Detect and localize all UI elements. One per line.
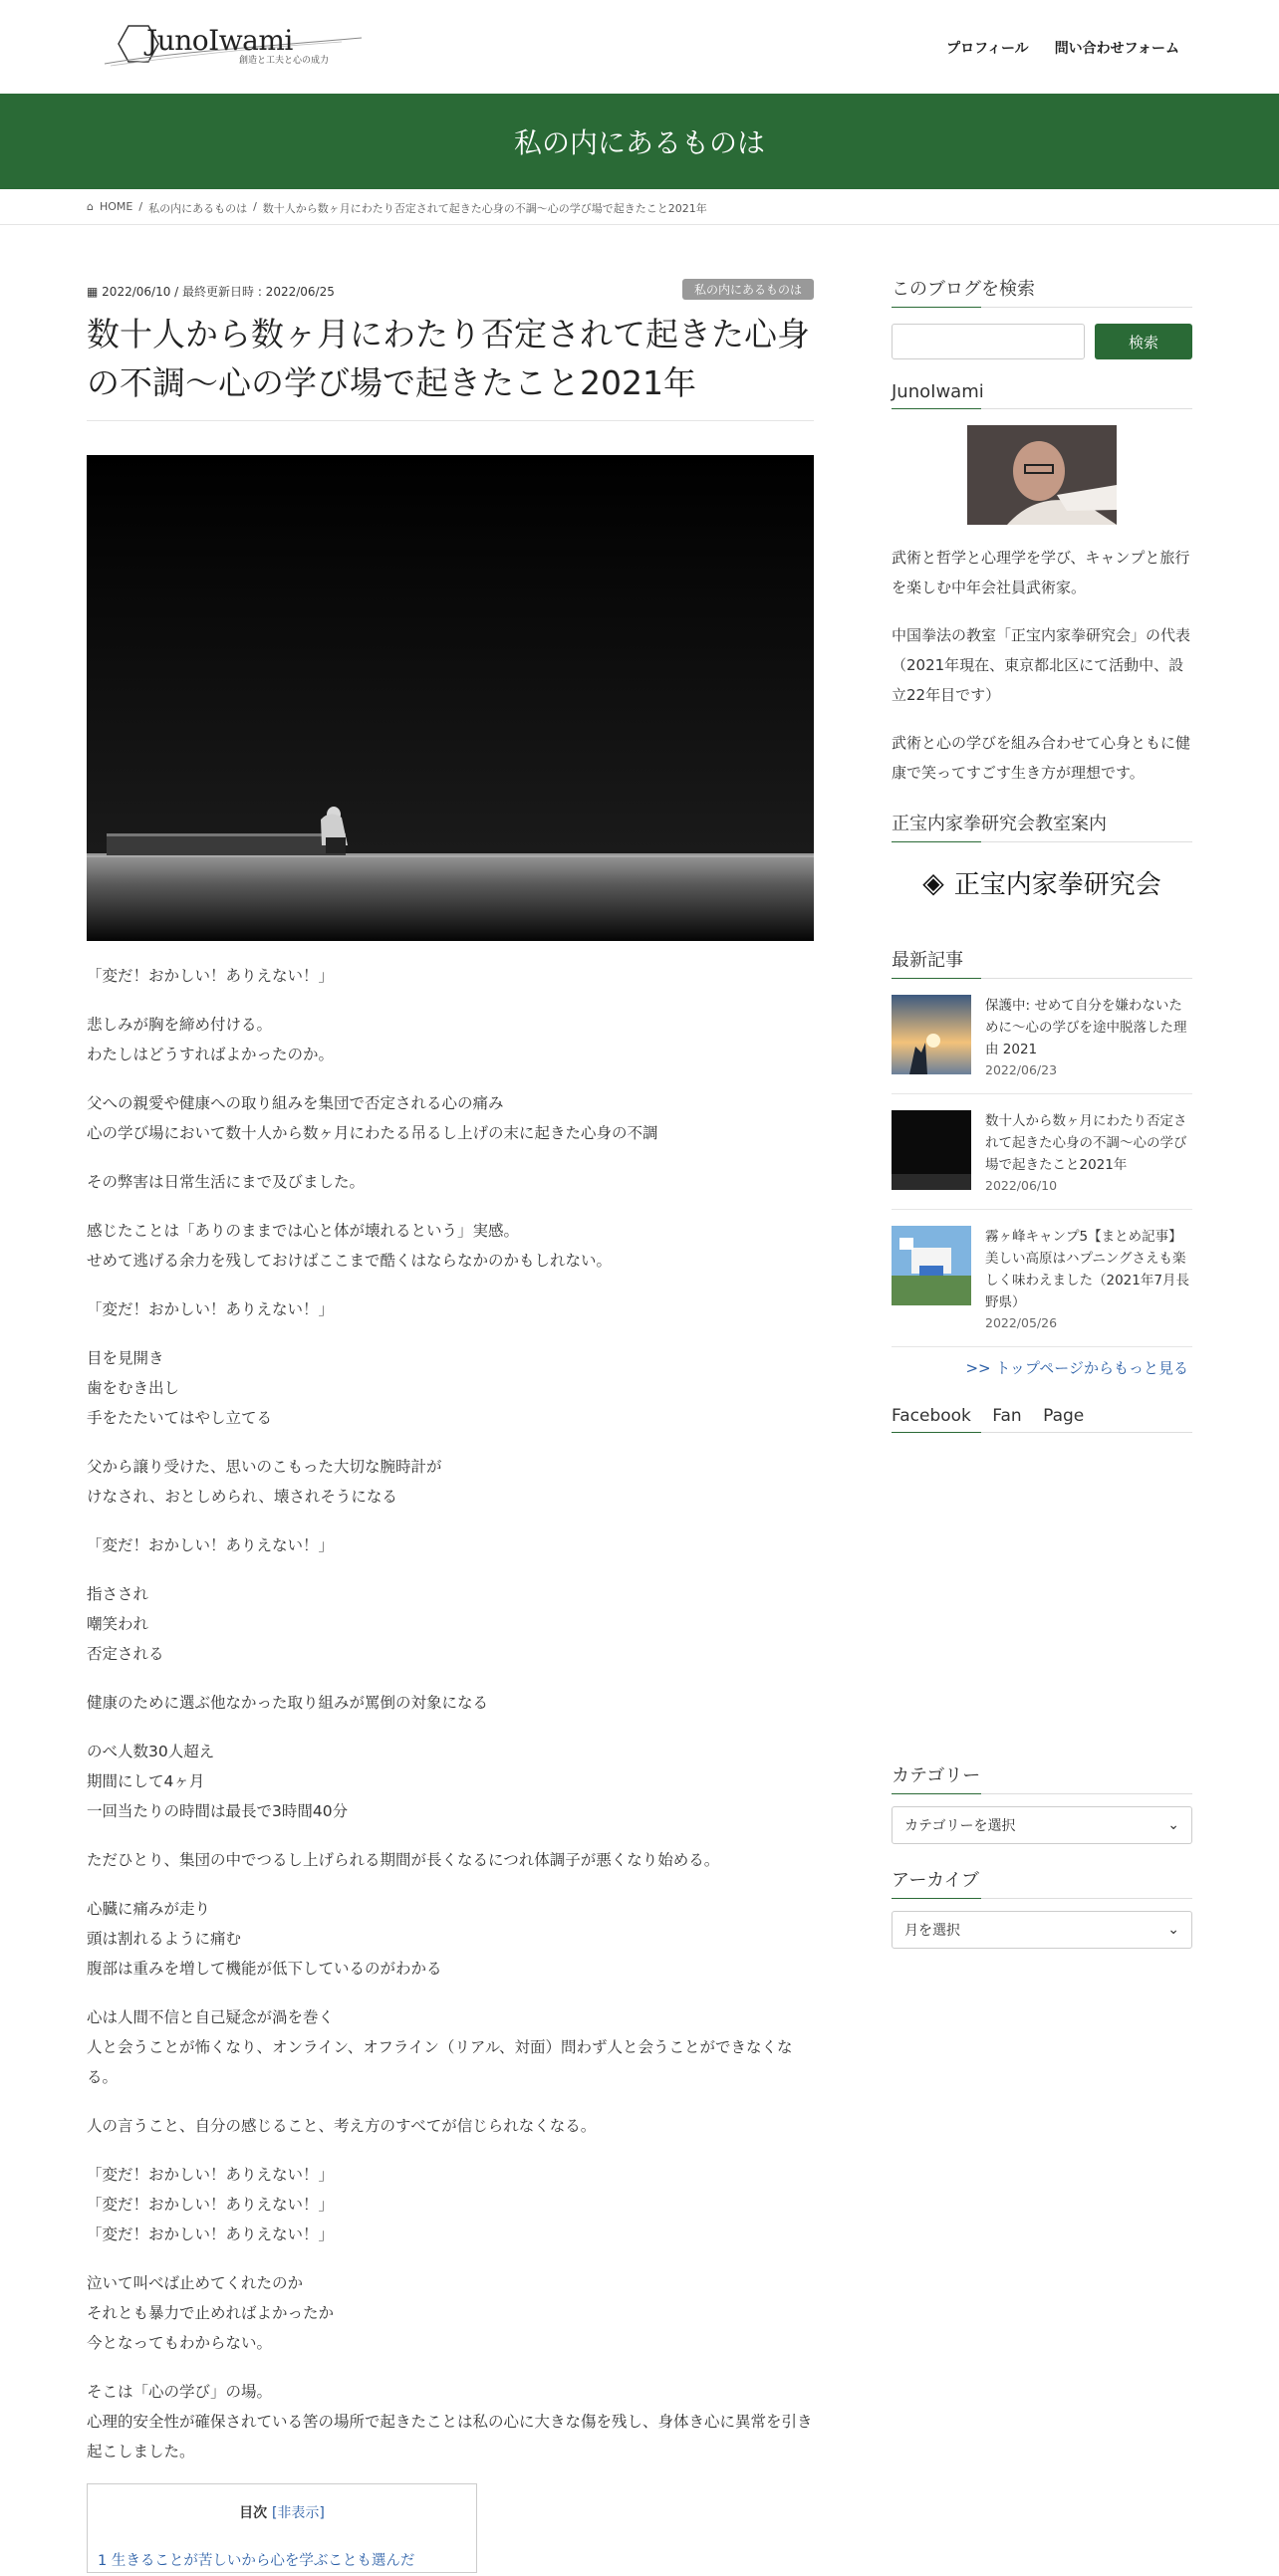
- paragraph: 心は人間不信と自己疑念が渦を巻く 人と会うことが怖くなり、オンライン、オフライン（リアル、対面）問わず人と会うことができなくなる。: [87, 2007, 793, 2086]
- paragraph: のべ人数30人超え 期間にして4ヶ月 一回当たりの時間は最長で3時間40分: [87, 1742, 349, 1820]
- school-widget-title: 正宝内家拳研究会教室案内: [892, 810, 1192, 842]
- paragraph: 悲しみが胸を締め付ける。 わたしはどうすればよかったのか。: [87, 1015, 335, 1063]
- search-form: [892, 324, 1192, 359]
- archive-select[interactable]: 月を選択 ⌄: [892, 1911, 1192, 1949]
- recent-post-thumbnail[interactable]: [892, 1226, 971, 1305]
- paragraph: 父から譲り受けた、思いのこもった大切な腕時計が けなされ、おとしめられ、壊されそうになる: [87, 1457, 442, 1506]
- breadcrumb-current: 数十人から数ヶ月にわたり否定されて起きた心身の不調～心の学び場で起きたこと2021年: [262, 202, 707, 215]
- profile-paragraph: 武術と心の学びを組み合わせて心身ともに健康で笑ってすごす生き方が理想です。: [892, 734, 1191, 782]
- home-icon: ⌂: [87, 200, 94, 213]
- paragraph: 「変だ！おかしい！ありえない！」: [87, 966, 335, 985]
- toc-toggle[interactable]: [非表示]: [271, 2504, 325, 2521]
- sidebar: [892, 275, 1192, 1949]
- recent-post-date: 2022/05/26: [985, 1315, 1058, 1330]
- recent-post-thumbnail[interactable]: [892, 995, 971, 1074]
- paragraph: その弊害は日常生活にまで及びました。: [87, 1172, 366, 1191]
- toc-item[interactable]: 1 生きることが苦しいから心を学ぶことも選んだ: [98, 2552, 415, 2569]
- search-widget-title: このブログを検索: [892, 275, 1192, 308]
- category-banner: [0, 94, 1279, 189]
- site-logo[interactable]: [103, 20, 382, 72]
- site-header: [0, 0, 1279, 94]
- breadcrumb-home[interactable]: HOME: [99, 200, 133, 213]
- category-widget-title: カテゴリー: [892, 1761, 1192, 1794]
- logo-name: JunoIwami: [146, 24, 293, 57]
- profile-paragraph: 中国拳法の教室「正宝内家拳研究会」の代表（2021年現在、東京都北区にて活動中、設立22年目です）: [892, 626, 1191, 704]
- post-body: [87, 961, 814, 2573]
- avatar: [967, 425, 1117, 525]
- main-nav: [946, 38, 1179, 58]
- breadcrumb-category[interactable]: 私の内にあるものは: [148, 202, 248, 215]
- paragraph: 目を見開き 歯をむき出し 手をたたいてはやし立てる: [87, 1348, 273, 1427]
- more-posts-link[interactable]: >> トップページからもっと見る: [965, 1359, 1188, 1377]
- school-logo-text: 正宝内家拳研究会: [953, 869, 1161, 900]
- recent-post-item[interactable]: [892, 1210, 1192, 1347]
- breadcrumb: ⌂ HOME / 私の内にあるものは / 数十人から数ヶ月にわたり否定されて起きた心身の不調～心の学び場で起きたこと2021年: [0, 189, 1279, 225]
- article: [87, 275, 814, 2573]
- post-date: 2022/06/10 / 最終更新日時 : 2022/06/25: [102, 285, 335, 299]
- recent-post-title[interactable]: 保護中: せめて自分を嫌わないために～心の学びを途中脱落した理由 2021: [985, 998, 1187, 1057]
- profile-paragraph: 武術と哲学と心理学を学び、キャンプと旅行を楽しむ中年会社員武術家。: [892, 549, 1190, 596]
- profile-widget-title: JunoIwami: [892, 381, 1192, 409]
- post-title: 数十人から数ヶ月にわたり否定されて起きた心身の不調～心の学び場で起きたこと2021年: [87, 311, 814, 421]
- paragraph: 父への親愛や健康への取り組みを集団で否定される心の痛み 心の学び場において数十人から数ヶ月にわたる吊るし上げの末に起きた心身の不調: [87, 1093, 658, 1142]
- paragraph: 「変だ！おかしい！ありえない！」: [87, 1299, 335, 1318]
- paragraph: 心臓に痛みが走り 頭は割れるように痛む 腹部は重みを増して機能が低下しているのがわかる: [87, 1899, 442, 1978]
- diamond-emblem-icon: ◈: [922, 865, 944, 899]
- school-logo[interactable]: [892, 842, 1192, 922]
- recent-post-title[interactable]: 数十人から数ヶ月にわたり否定されて起きた心身の不調～心の学び場で起きたこと2021年: [985, 1113, 1187, 1173]
- post-meta: [87, 275, 814, 297]
- recent-post-date: 2022/06/10: [985, 1178, 1058, 1193]
- paragraph: そこは「心の学び」の場。 心理的安全性が確保されている筈の場所で起きたことは私の心に大きな傷を残し、身体き心に異常を引き起こしました。: [87, 2382, 813, 2460]
- recent-post-item[interactable]: [892, 979, 1192, 1094]
- recent-posts-list: [892, 979, 1192, 1347]
- nav-contact-form[interactable]: 問い合わせフォーム: [1054, 41, 1179, 57]
- chevron-down-icon: ⌄: [1167, 1922, 1179, 1938]
- featured-image: [87, 455, 814, 941]
- nav-profile[interactable]: プロフィール: [946, 41, 1029, 57]
- paragraph: 感じたことは「ありのままでは心と体が壊れるという」実感。 せめて逃げる余力を残しておけばここまで酷くはならなかのかもしれない。: [87, 1221, 613, 1270]
- category-select[interactable]: カテゴリーを選択 ⌄: [892, 1806, 1192, 1844]
- chevron-down-icon: ⌄: [1167, 1817, 1179, 1833]
- facebook-embed-area: [892, 1433, 1192, 1761]
- post-category-badge[interactable]: 私の内にあるものは: [682, 279, 814, 300]
- recent-posts-title: 最新記事: [892, 946, 1192, 979]
- paragraph: 指さされ 嘲笑われ 否定される: [87, 1584, 164, 1663]
- logo-tagline: 創造と工夫と心の成力: [239, 56, 330, 66]
- paragraph: ただひとり、集団の中でつるし上げられる期間が長くなるにつれ体調子が悪くなり始める。: [87, 1850, 720, 1869]
- banner-title: 私の内にあるものは: [513, 126, 765, 159]
- archive-widget-title: アーカイブ: [892, 1866, 1192, 1899]
- paragraph: 「変だ！おかしい！ありえない！」: [87, 1535, 335, 1554]
- table-of-contents: [87, 2483, 477, 2573]
- profile-text: [892, 543, 1192, 788]
- recent-post-item[interactable]: [892, 1094, 1192, 1210]
- recent-post-title[interactable]: 霧ヶ峰キャンプ5【まとめ記事】美しい高原はハプニングさえも楽しく味わえました（2021年7月長野県）: [985, 1229, 1189, 1310]
- recent-post-thumbnail[interactable]: [892, 1110, 971, 1190]
- paragraph: 「変だ！おかしい！ありえない！」 「変だ！おかしい！ありえない！」 「変だ！おかしい！ありえない！」: [87, 2165, 335, 2243]
- paragraph: 健康のために選ぶ他なかった取り組みが罵倒の対象になる: [87, 1693, 489, 1712]
- toc-title: 目次: [239, 2504, 268, 2521]
- paragraph: 人の言うこと、自分の感じること、考え方のすべてが信じられなくなる。: [87, 2116, 597, 2135]
- paragraph: 泣いて叫べば止めてくれたのか それとも暴力で止めればよかったか 今となってもわからない。: [87, 2273, 335, 2352]
- calendar-icon: ▦: [87, 285, 99, 299]
- facebook-widget-title: Facebook Fan Page: [892, 1406, 1192, 1433]
- search-button[interactable]: 検索: [1095, 324, 1192, 359]
- search-input[interactable]: [892, 324, 1085, 359]
- recent-post-date: 2022/06/23: [985, 1062, 1058, 1077]
